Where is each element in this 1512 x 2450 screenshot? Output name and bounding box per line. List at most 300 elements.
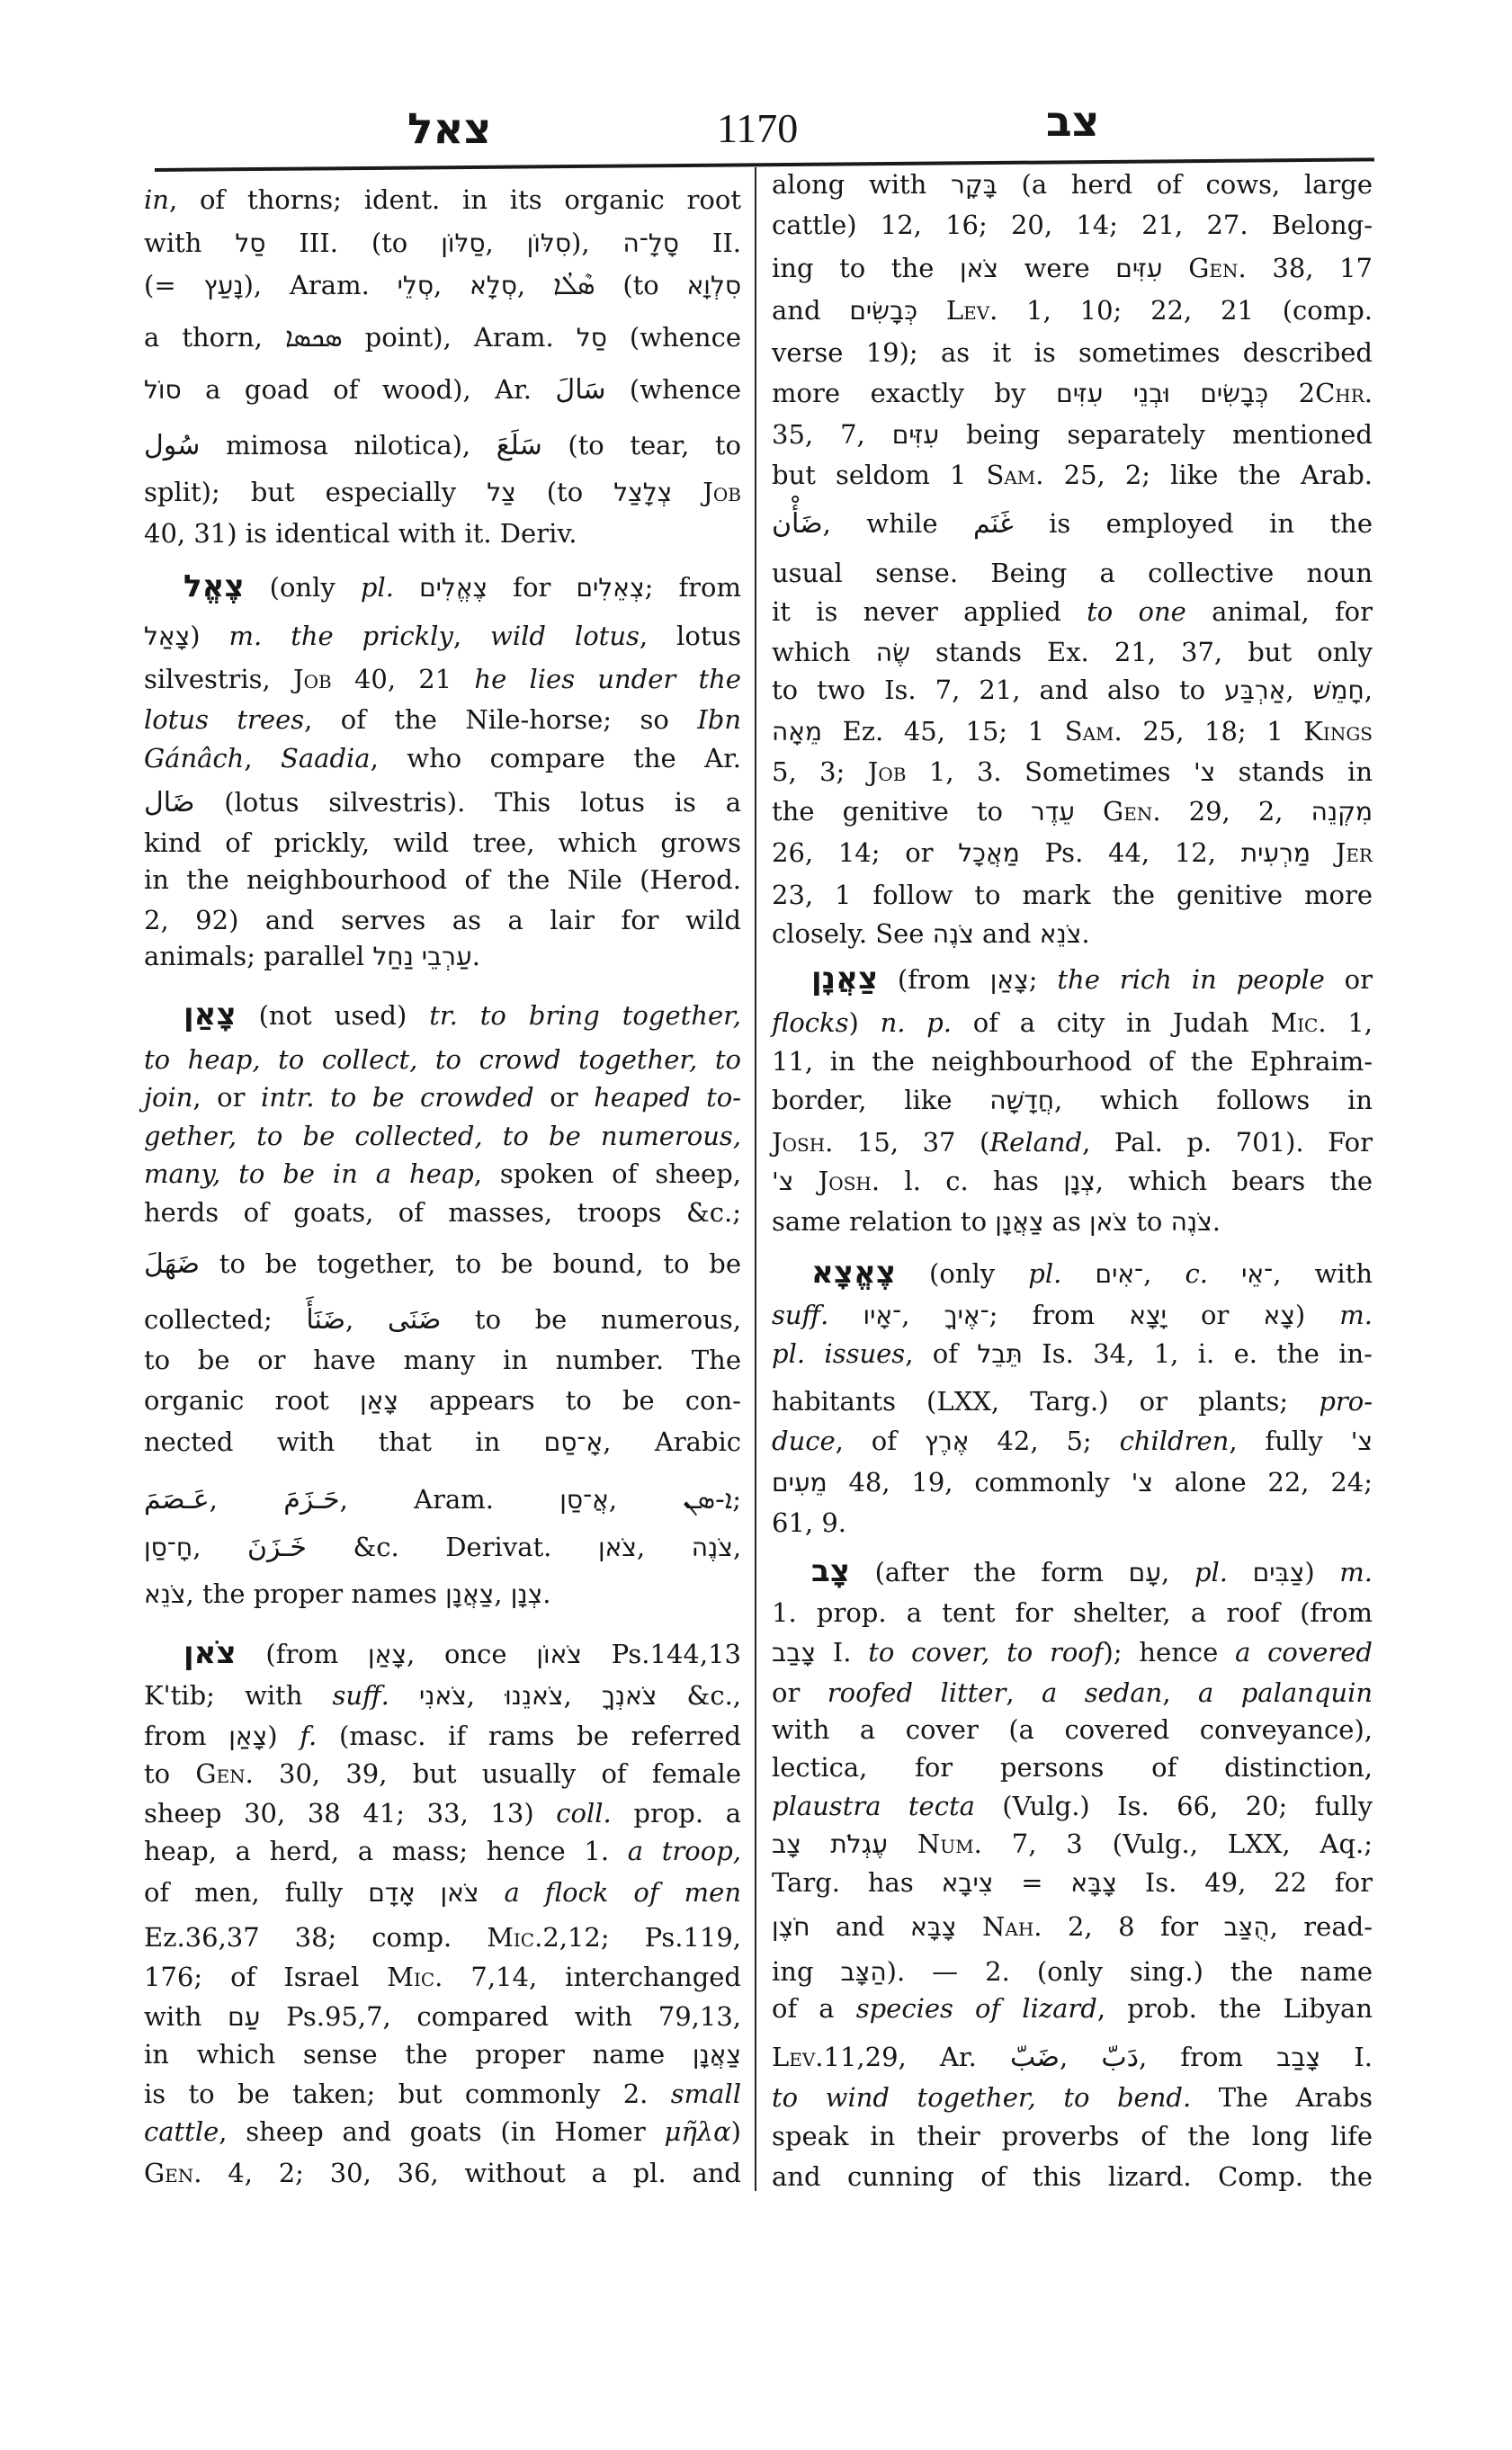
- arabic-word: ضَنَى: [387, 1304, 442, 1336]
- text-run: (whence: [606, 322, 741, 353]
- text-run: 15, 37 (: [833, 1127, 990, 1158]
- text-run: to be or have many in number. The: [144, 1345, 741, 1375]
- hebrew-word: צַאֲנָן: [692, 2040, 741, 2070]
- italic-text: wild lotus: [490, 621, 640, 651]
- italic-text: in: [144, 184, 169, 215]
- text-line: [772, 1005, 1373, 1041]
- text-line: [772, 1464, 1373, 1500]
- hebrew-word: סִלּוֹן: [526, 228, 572, 258]
- text-line: [144, 2114, 741, 2150]
- arabic-word: ضَنَأَ: [306, 1304, 346, 1336]
- text-run: ,: [244, 743, 282, 773]
- text-run: 35, 7,: [772, 419, 892, 450]
- text-run: alone 22, 24;: [1152, 1467, 1373, 1498]
- text-run: and: [772, 295, 850, 326]
- italic-text: suff.: [772, 1300, 829, 1330]
- text-run: 48, 19, commonly: [827, 1467, 1132, 1498]
- text-run: to two Is. 7, 21, and also to: [772, 675, 1225, 705]
- text-run: (masc. if rams be referred: [317, 1721, 741, 1751]
- italic-text: heaped to-: [594, 1082, 742, 1113]
- hebrew-word: צָא: [1263, 1301, 1295, 1330]
- hebrew-word: צַאֲנָן: [445, 1579, 495, 1609]
- text-run: ,: [452, 621, 491, 651]
- text-run: ). — 2. (only sing.) the name: [886, 1956, 1373, 1987]
- text-run: a goad of wood), Ar.: [181, 374, 556, 405]
- text-run: 42, 5;: [969, 1426, 1120, 1456]
- italic-text: cattle: [144, 2116, 219, 2147]
- text-run: 29, 2,: [1160, 796, 1311, 827]
- text-run: Ps. 44, 12,: [1019, 837, 1241, 868]
- hebrew-word: צָבָּא: [910, 1912, 957, 1942]
- text-run: in the neighbourhood of the Nile (Herod.: [144, 864, 741, 895]
- text-run: which: [772, 637, 876, 667]
- italic-text: gether, to be collected, to be numerous,: [144, 1121, 741, 1151]
- text-line: [772, 1788, 1373, 1824]
- text-run: The Arabs: [1191, 2082, 1373, 2113]
- text-run: or: [1324, 964, 1373, 995]
- italic-text: Ibn: [697, 704, 741, 735]
- text-run: l. c. has: [880, 1166, 1064, 1196]
- text-line: [772, 1043, 1373, 1079]
- book-reference: Josh.: [818, 1166, 881, 1196]
- text-run: for: [488, 572, 577, 603]
- column-divider: [755, 167, 756, 2191]
- italic-text: the rich in people: [1057, 964, 1325, 995]
- text-line: [144, 1677, 741, 1713]
- arabic-word: دَبّ: [1101, 2042, 1139, 2073]
- text-run: ): [730, 2116, 741, 2147]
- hebrew-word: עַרְבֵי נַחַל: [372, 942, 472, 971]
- text-line: [144, 1042, 741, 1077]
- text-run: or: [772, 1677, 828, 1708]
- text-run: ,: [608, 1484, 684, 1515]
- hebrew-word: צֹאנִי: [418, 1681, 467, 1711]
- text-run: (lotus silvestris). This lotus is a: [194, 787, 741, 818]
- italic-text: roofed litter: [827, 1677, 1007, 1708]
- text-run: more exactly by: [772, 378, 1057, 408]
- text-run: as: [1043, 1206, 1090, 1237]
- text-run: ,: [494, 1578, 511, 1609]
- hebrew-word: צֹאנְךָ: [601, 1681, 658, 1711]
- text-run: ,: [466, 1680, 505, 1711]
- hebrew-word: צֹאן: [597, 1533, 637, 1562]
- text-run: 5, 3;: [772, 756, 868, 787]
- text-line: [144, 1959, 741, 1995]
- text-line: [144, 1718, 741, 1754]
- text-run: I.: [816, 1637, 869, 1668]
- hebrew-word: עַם: [228, 2002, 261, 2032]
- hebrew-word: צָאַן: [989, 965, 1029, 995]
- text-run: [957, 1911, 982, 1942]
- text-run: , spoken of sheep,: [473, 1158, 741, 1189]
- hebrew-word: צָבַב: [1276, 2043, 1321, 2072]
- text-line: [144, 182, 741, 218]
- italic-text: to heap, to collect, to crowd together, to: [144, 1044, 741, 1075]
- text-run: [888, 1829, 917, 1859]
- text-run: &c. Derivat.: [306, 1532, 598, 1562]
- headword: צַאֲנָן: [811, 961, 879, 997]
- text-line: [772, 1297, 1373, 1333]
- text-run: ,: [636, 1532, 692, 1562]
- book-reference: Gen.: [1188, 253, 1247, 283]
- hebrew-word: סַלּוֹן: [441, 228, 486, 258]
- text-run: 1, 3. Sometimes: [906, 756, 1194, 787]
- hebrew-word: הַצָּב: [840, 1957, 887, 1987]
- text-run: , with: [1273, 1258, 1373, 1289]
- hebrew-word: צָבָּא: [1070, 1868, 1117, 1898]
- text-run: ,: [563, 1680, 602, 1711]
- italic-text: a troop,: [627, 1836, 741, 1866]
- text-run: ,: [901, 1300, 944, 1330]
- text-run: [1075, 796, 1103, 827]
- text-run: (after the form: [849, 1557, 1129, 1587]
- text-run: (only: [895, 1258, 1029, 1289]
- hebrew-word: תֵּבֵל: [977, 1339, 1023, 1369]
- text-line: [772, 2079, 1373, 2115]
- hebrew-word: ־אָיו: [863, 1301, 902, 1330]
- italic-text: flocks: [772, 1007, 849, 1038]
- italic-text: lotus trees: [144, 704, 305, 735]
- text-line: [772, 1423, 1373, 1459]
- text-line: [772, 555, 1373, 591]
- text-run: silvestris,: [144, 664, 293, 694]
- hebrew-word: עֵדֶר: [1031, 797, 1075, 827]
- text-run: 30, 39, but usually of female: [253, 1758, 741, 1789]
- text-run: 61, 9.: [772, 1507, 847, 1538]
- text-run: , lotus: [639, 621, 741, 651]
- text-run: (Vulg.) Is. 66, 20; fully: [974, 1791, 1373, 1821]
- headword: צָב: [811, 1553, 850, 1589]
- arabic-word: ضَال: [144, 787, 195, 818]
- text-line: [772, 1203, 1373, 1239]
- hebrew-word: צֹאן: [1089, 1207, 1129, 1237]
- text-run: 23, 1 follow to mark the genitive more: [772, 880, 1373, 910]
- hebrew-word: אַרְבַּע: [1224, 675, 1286, 705]
- text-run: speak in their proverbs of the long life: [772, 2121, 1373, 2151]
- text-line: [144, 1156, 741, 1192]
- book-reference: Mic.: [487, 1922, 543, 1953]
- hebrew-word: שֶׂה: [875, 638, 910, 667]
- right-catchword: צב: [1046, 97, 1100, 147]
- text-run: heap, a herd, a mass; hence 1.: [144, 1836, 628, 1866]
- text-line: [772, 1163, 1373, 1199]
- text-line: [772, 1675, 1373, 1711]
- italic-text: c.: [1185, 1258, 1208, 1289]
- hebrew-word: אֶרֶץ: [924, 1426, 970, 1456]
- italic-text: m.: [1339, 1300, 1373, 1330]
- text-run: 26, 14; or: [772, 837, 959, 868]
- syriac-word: ܣܶܠܳܐ: [552, 270, 595, 301]
- right-column: [772, 0, 1373, 2450]
- text-run: ,: [516, 270, 553, 300]
- text-run: ,: [434, 270, 470, 300]
- text-line: [144, 1998, 741, 2034]
- arabic-word: سَالَ: [555, 374, 606, 406]
- headword: צֶאֱל: [183, 568, 245, 604]
- book-reference: Sam.: [986, 460, 1044, 490]
- italic-text: to one: [1087, 596, 1186, 627]
- text-run: I.: [1320, 2042, 1373, 2072]
- text-line: [144, 825, 741, 861]
- text-run: , which bears the: [1095, 1166, 1373, 1196]
- hebrew-word: צֹאן אָדָם: [368, 1878, 479, 1908]
- text-line: [772, 1255, 1373, 1291]
- text-line: [772, 1383, 1373, 1419]
- text-run: , sheep and goats (in Homer: [219, 2116, 665, 2147]
- text-run: ing to the: [772, 253, 961, 283]
- text-run: stands Ex. 21, 37, but only: [909, 637, 1373, 667]
- text-line: [144, 1079, 741, 1115]
- hebrew-word: סָלָ־ה: [622, 228, 679, 258]
- italic-text: Gánâch: [144, 743, 245, 773]
- text-run: ), Aram.: [243, 270, 398, 300]
- text-run: habitants (LXX, Targ.) or plants;: [772, 1386, 1320, 1417]
- text-line: [144, 1635, 741, 1671]
- text-line: [772, 877, 1373, 913]
- arabic-word: ضَأْن: [772, 508, 823, 540]
- arabic-word: غَنَم: [972, 508, 1014, 540]
- text-line: [144, 1756, 741, 1792]
- text-line: [772, 1505, 1373, 1541]
- text-run: [389, 1680, 419, 1711]
- italic-text: m. the prickly: [228, 621, 453, 651]
- italic-text: a covered: [1235, 1637, 1373, 1668]
- left-catchword: צאל: [407, 104, 492, 154]
- hebrew-word: צֹנֶה: [932, 919, 974, 949]
- text-line: [772, 1712, 1373, 1748]
- hebrew-word: צֹאן: [960, 254, 998, 283]
- text-run: , Aram.: [339, 1484, 560, 1515]
- hebrew-word: עִזִּים: [1115, 254, 1163, 283]
- book-reference: Kings: [1303, 716, 1373, 747]
- text-run: being separately mentioned: [939, 419, 1373, 450]
- hebrew-word: צַל: [487, 478, 516, 507]
- text-run: 2, 8 for: [1042, 1911, 1224, 1942]
- text-run: with: [144, 2001, 228, 2032]
- text-line: [144, 1874, 741, 1910]
- text-line: [772, 2159, 1373, 2195]
- text-run: 4, 2; 30, 36, without a pl. and: [201, 2158, 741, 2188]
- text-line: [144, 1301, 741, 1337]
- text-run: , read-: [1269, 1911, 1373, 1942]
- text-line: [772, 1826, 1373, 1862]
- text-run: ,: [1162, 1677, 1198, 1708]
- text-run: 7, 3 (Vulg., LXX, Aq.;: [981, 1829, 1373, 1859]
- text-run: , Arabic: [603, 1426, 741, 1457]
- text-run: ;: [732, 1484, 742, 1515]
- italic-text: n. p.: [880, 1007, 953, 1038]
- italic-text: a flock of men: [504, 1877, 741, 1908]
- text-line: [144, 371, 741, 407]
- text-line: [772, 1336, 1373, 1372]
- book-reference: Jer: [1335, 837, 1373, 868]
- text-run: 176; of Israel: [144, 1962, 388, 1992]
- italic-text: to wind together, to bend.: [772, 2082, 1192, 2113]
- text-line: [772, 793, 1373, 829]
- hebrew-word: מִקְנֵה: [1311, 797, 1373, 827]
- text-run: cattle) 12, 16; 20, 14; 21, 27. Belong-: [772, 210, 1373, 240]
- book-reference: Lev.: [772, 2042, 824, 2072]
- text-run: ,: [192, 1532, 247, 1562]
- text-run: 2: [1268, 378, 1316, 408]
- arabic-word: سُول: [144, 430, 201, 461]
- text-line: [144, 1382, 741, 1418]
- text-run: and cunning of this lizard. Comp. the: [772, 2161, 1373, 2192]
- italic-text: plaustra tecta: [772, 1791, 975, 1821]
- hebrew-word: נָעַץ: [203, 271, 244, 300]
- text-line: [144, 784, 741, 820]
- hebrew-word: צ': [1131, 1468, 1153, 1498]
- text-line: [772, 505, 1373, 541]
- hebrew-word: ־אֵי: [1241, 1259, 1274, 1289]
- text-run: , once: [407, 1639, 537, 1669]
- text-run: but seldom 1: [772, 460, 987, 490]
- hebrew-word: צְלָצַל: [613, 478, 673, 507]
- headword: צֹאן: [183, 1635, 237, 1671]
- text-run: , who compare the Ar.: [370, 743, 741, 773]
- text-run: ); hence: [1103, 1637, 1236, 1668]
- text-run: a thorn,: [144, 322, 285, 353]
- text-line: [772, 1634, 1373, 1670]
- text-line: [144, 1529, 741, 1565]
- text-line: [772, 2118, 1373, 2154]
- text-line: [144, 2076, 741, 2112]
- text-run: point), Aram.: [342, 322, 577, 353]
- text-run: Is. 34, 1, i. e. the in-: [1022, 1338, 1373, 1369]
- text-run: 2, 92) and serves as a lair for wild: [144, 905, 741, 935]
- text-run: =: [993, 1867, 1071, 1898]
- text-run: [1061, 1258, 1095, 1289]
- text-run: , of: [835, 1426, 925, 1456]
- italic-text: pl.: [1028, 1258, 1062, 1289]
- text-run: or: [1166, 1300, 1264, 1330]
- text-line: [772, 207, 1373, 243]
- text-run: (only: [244, 572, 361, 603]
- italic-text: many, to be in a heap: [144, 1158, 474, 1189]
- book-reference: Job: [867, 756, 907, 787]
- text-line: [772, 961, 1373, 997]
- book-reference: Josh.: [772, 1127, 834, 1158]
- text-run: 1, 10; 22, 21 (comp.: [998, 295, 1373, 326]
- text-line: [144, 474, 741, 510]
- text-run: (to tear, to: [541, 430, 741, 460]
- hebrew-word: סְלֵי: [397, 271, 434, 300]
- arabic-word: خَـزَنَ: [246, 1532, 307, 1563]
- text-run: to be together, to be bound, to be: [200, 1248, 741, 1279]
- hebrew-word: צָאַל: [144, 621, 191, 651]
- text-run: and: [973, 918, 1040, 949]
- text-line: [144, 661, 741, 697]
- text-run: ): [848, 1007, 881, 1038]
- hebrew-word: צֹנֶה: [691, 1533, 733, 1562]
- italic-text: join: [144, 1082, 193, 1113]
- text-line: [144, 1481, 741, 1517]
- text-run: or: [533, 1082, 595, 1113]
- text-line: [144, 740, 741, 776]
- text-line: [144, 1833, 741, 1869]
- text-line: [772, 292, 1373, 328]
- greek-word: μῆλα: [664, 2116, 731, 2147]
- book-reference: Gen.: [195, 1758, 254, 1789]
- hebrew-word: צ': [772, 1167, 794, 1196]
- hebrew-word: מֵעִים: [772, 1468, 828, 1498]
- italic-text: small: [670, 2079, 741, 2109]
- text-run: to: [144, 1758, 196, 1789]
- text-line: [772, 594, 1373, 630]
- text-line: [144, 427, 741, 463]
- hebrew-word: צֹנֵא: [144, 1579, 186, 1609]
- text-run: of a city in Judah: [952, 1007, 1271, 1038]
- hebrew-word: בָּקָר: [951, 170, 998, 200]
- text-run: ,: [1006, 1677, 1042, 1708]
- italic-text: children: [1119, 1426, 1230, 1456]
- hebrew-word: מַאֲכָל: [958, 838, 1020, 868]
- text-run: split); but especially: [144, 477, 488, 507]
- book-reference: Num.: [917, 1829, 982, 1859]
- text-run: appears to be con-: [398, 1385, 741, 1416]
- hebrew-word: צֶאֱלִים: [419, 573, 488, 603]
- book-reference: Nah.: [982, 1911, 1042, 1942]
- arabic-word: ضَهَلَ: [144, 1248, 201, 1280]
- text-run: [394, 572, 419, 603]
- text-run: Ez.36,37 38; comp.: [144, 1922, 488, 1953]
- text-line: [772, 672, 1373, 708]
- text-run: ,: [209, 1484, 284, 1515]
- text-run: is to be taken; but commonly 2.: [144, 2079, 671, 2109]
- hebrew-word: צ': [1193, 757, 1216, 787]
- hebrew-word: צָאַן: [368, 1640, 407, 1669]
- italic-text: he lies under the: [474, 664, 741, 694]
- text-run: ; from: [989, 1300, 1130, 1330]
- text-run: 1,: [1326, 1007, 1373, 1038]
- hebrew-word: צָבַב: [772, 1638, 816, 1668]
- hebrew-word: סַל: [235, 228, 266, 258]
- text-line: [772, 335, 1373, 371]
- text-line: [144, 1919, 741, 1955]
- italic-text: pl.: [360, 572, 394, 603]
- hebrew-word: סִלְוָא: [686, 271, 742, 300]
- text-run: verse 19); as it is sometimes described: [772, 337, 1373, 368]
- text-line: [144, 225, 741, 261]
- hebrew-word: צִיבָא: [941, 1868, 994, 1898]
- italic-text: intr. to be crowded: [261, 1082, 534, 1113]
- book-reference: Mic.: [387, 1962, 443, 1992]
- text-line: [772, 250, 1373, 286]
- text-run: Ps.95,7, compared with 79,13,: [260, 2001, 741, 2032]
- text-run: animals; parallel: [144, 941, 373, 971]
- italic-text: tr. to bring together,: [429, 1000, 741, 1031]
- text-run: with a cover (a covered conveyance),: [772, 1714, 1373, 1745]
- text-line: [772, 2039, 1373, 2075]
- book-reference: Job: [292, 664, 332, 694]
- book-reference: Sam.: [1064, 716, 1123, 747]
- text-run: 7,14, interchanged: [443, 1962, 741, 1992]
- text-run: [1208, 1258, 1241, 1289]
- hebrew-word: חֹצֶן: [772, 1912, 810, 1942]
- text-line: [144, 618, 741, 654]
- arabic-word: حَـزَمَ: [283, 1484, 340, 1516]
- text-run: , which follows in: [1054, 1085, 1373, 1115]
- text-run: collected;: [144, 1304, 307, 1335]
- text-line: [144, 1194, 741, 1230]
- arabic-word: ضَبّ: [1010, 2042, 1060, 2073]
- hebrew-word: סַל: [576, 323, 607, 353]
- hebrew-word: אֲ־סַן: [559, 1485, 609, 1515]
- hebrew-word: צְנָן: [510, 1579, 543, 1609]
- hebrew-word: עֶגְלֹת צָב: [772, 1829, 889, 1859]
- hebrew-word: סְלָא: [470, 271, 517, 300]
- italic-text: f.: [300, 1721, 318, 1751]
